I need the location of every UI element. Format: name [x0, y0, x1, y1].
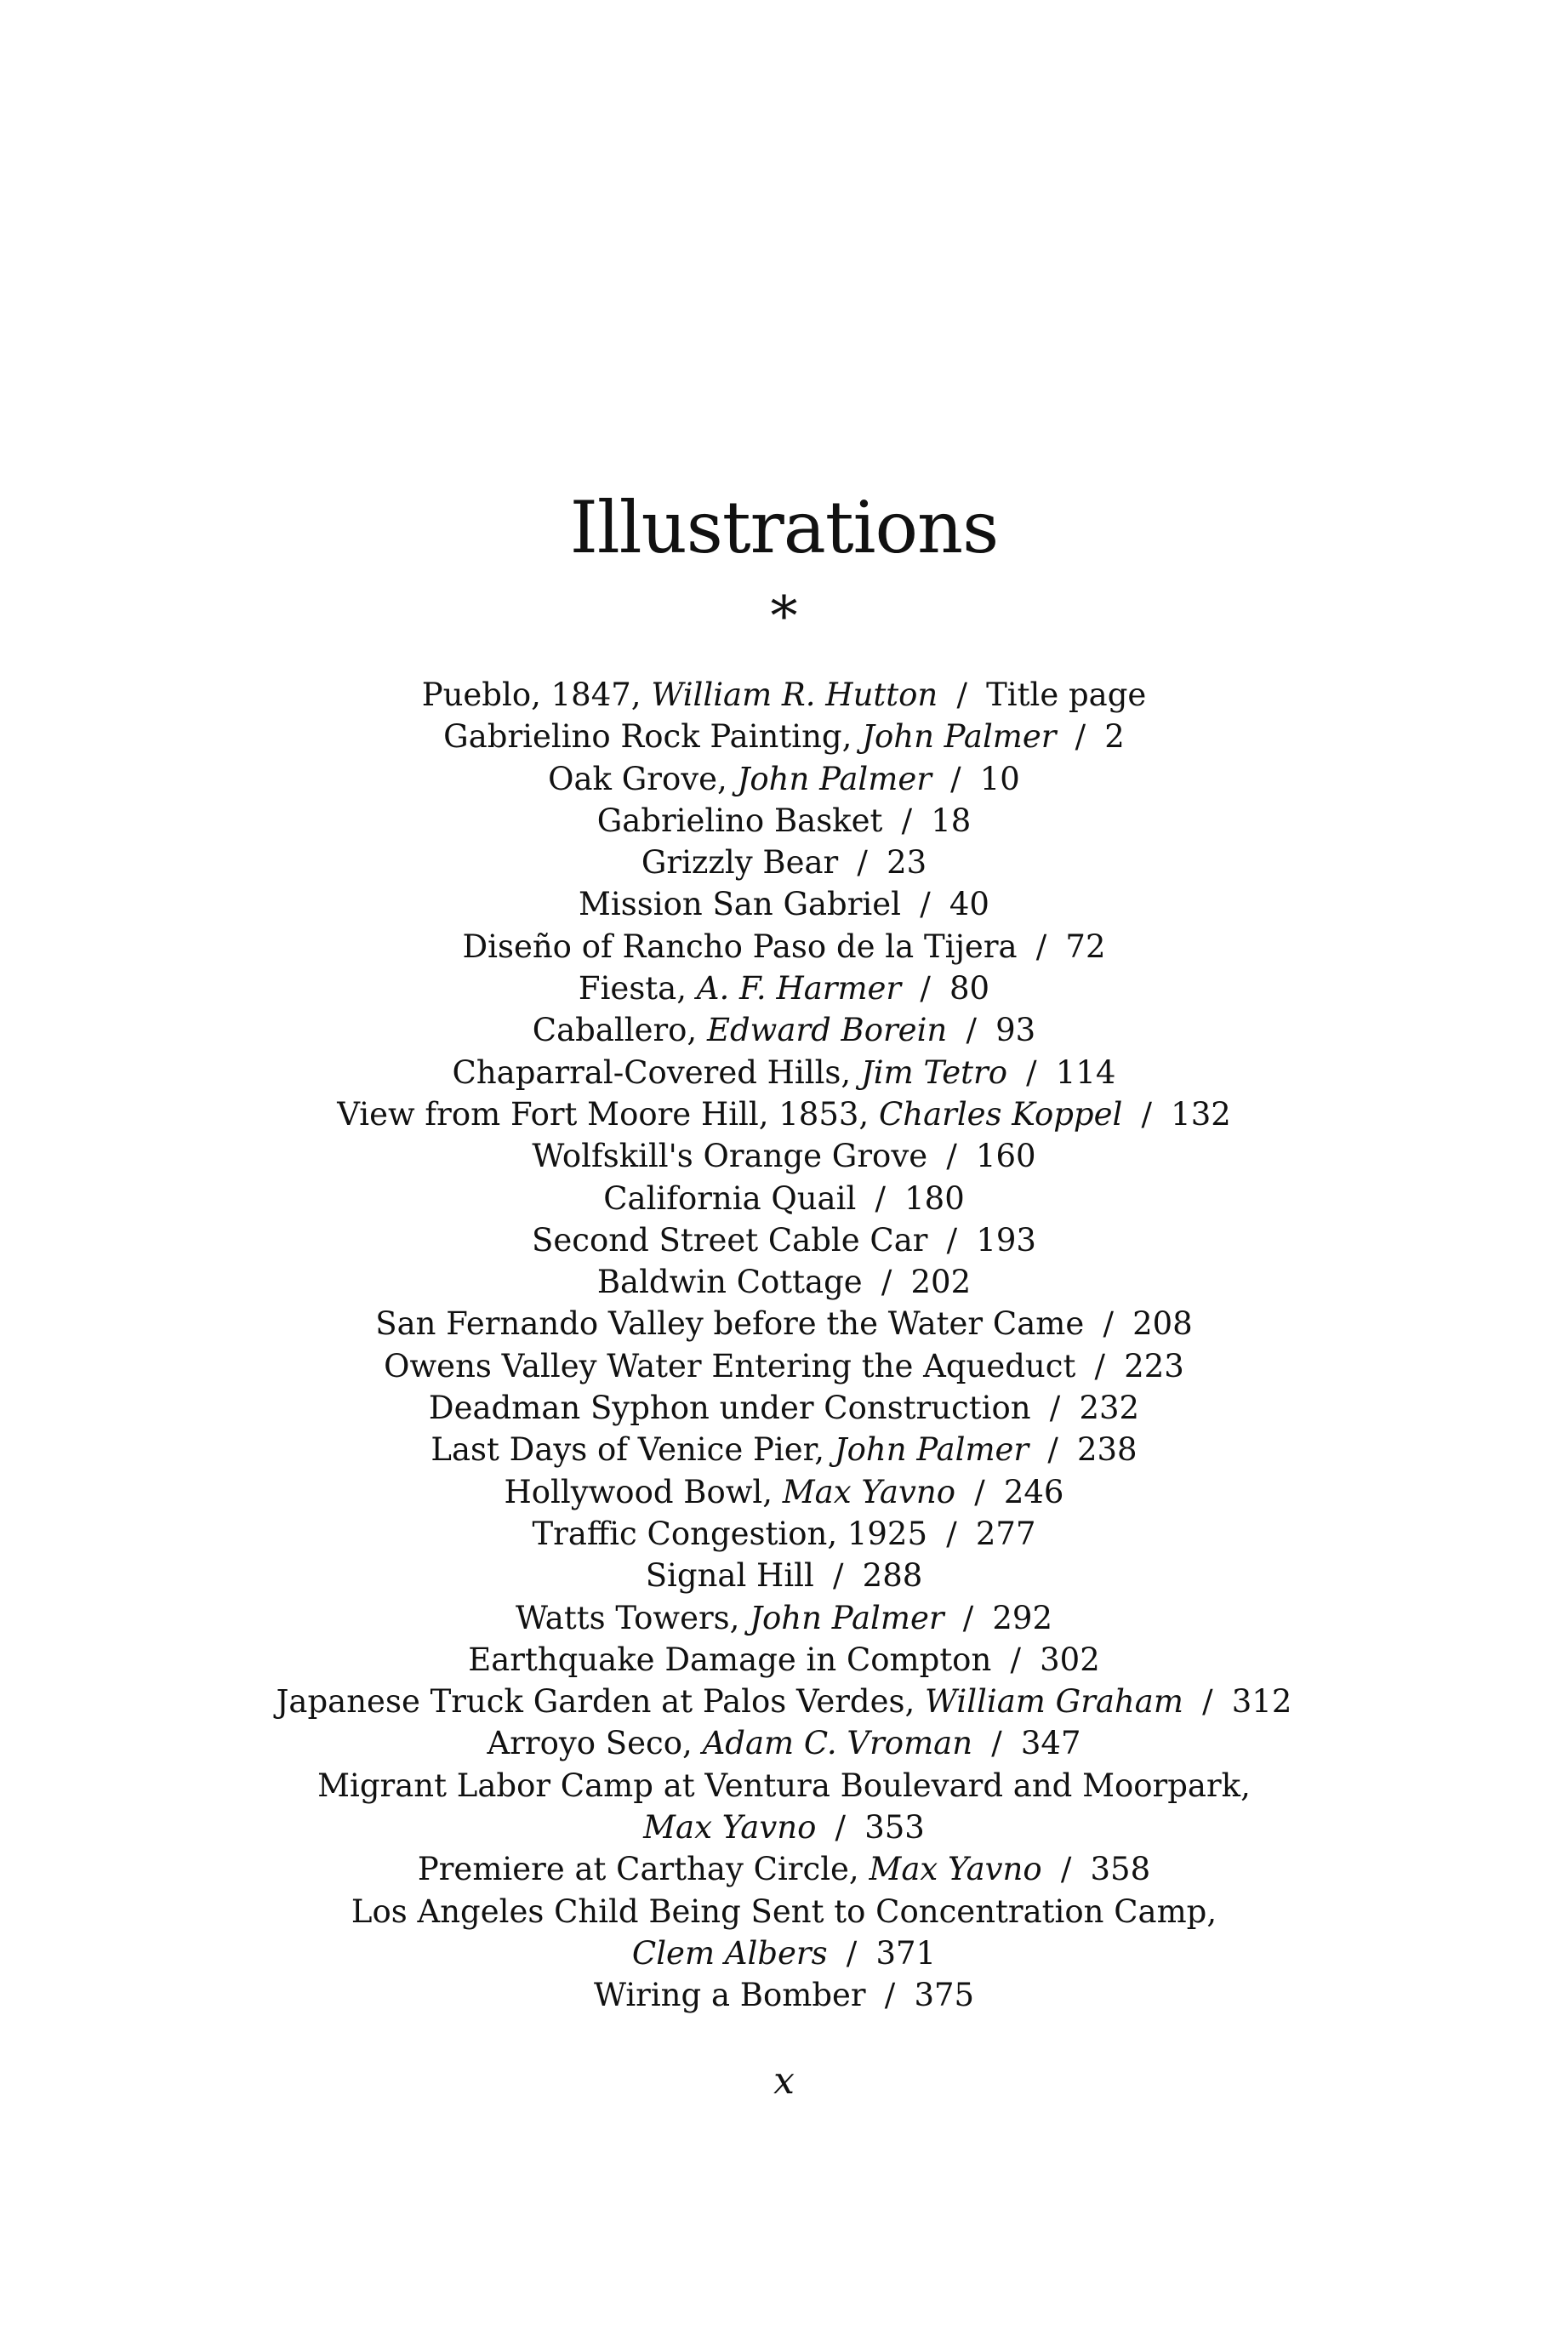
illustration-title: Deadman Syphon under Construction: [428, 1390, 1031, 1427]
page-number: x: [773, 2059, 795, 2103]
illustration-entry: [0, 1639, 1568, 1681]
illustration-title: Baldwin Cottage: [596, 1264, 863, 1301]
separator: /: [946, 1515, 957, 1552]
illustration-entry: [0, 1429, 1568, 1470]
illustration-artist: Max Yavno: [869, 1851, 1042, 1888]
separator: /: [966, 1012, 977, 1049]
illustration-artist: Max Yavno: [782, 1473, 955, 1510]
illustration-page: 193: [976, 1221, 1036, 1259]
separator: /: [1047, 1431, 1058, 1469]
illustration-artist: A. F. Harmer: [696, 970, 902, 1008]
illustration-page: 353: [864, 1809, 925, 1847]
separator: /: [875, 1179, 886, 1217]
separator: /: [901, 802, 913, 839]
illustration-entry-continuation: [0, 1807, 1568, 1848]
illustration-title: Grizzly Bear: [641, 844, 839, 882]
illustration-entry: [0, 1303, 1568, 1344]
illustration-artist: John Palmer: [834, 1431, 1029, 1469]
illustration-entry: [0, 758, 1568, 800]
illustration-page: 238: [1076, 1431, 1138, 1469]
separator: /: [1060, 1851, 1072, 1888]
illustration-page: 371: [875, 1934, 937, 1972]
illustration-entry: [0, 674, 1568, 716]
separator: /: [956, 676, 967, 713]
illustration-page: 18: [931, 802, 972, 839]
illustration-entry: [0, 1052, 1568, 1093]
illustration-page: Title page: [986, 676, 1147, 713]
illustration-artist: Jim Tetro: [860, 1053, 1007, 1091]
illustration-title: Second Street Cable Car: [532, 1221, 928, 1259]
illustration-entry: [0, 968, 1568, 1009]
illustration-artist: John Palmer: [737, 760, 932, 797]
illustration-entry: [0, 1471, 1568, 1513]
illustrations-list: [0, 674, 1568, 2017]
illustration-title: Mission San Gabriel: [579, 886, 901, 923]
illustration-artist: Adam C. Vroman: [702, 1725, 973, 1762]
illustration-page: 10: [979, 760, 1020, 797]
illustration-artist: Max Yavno: [643, 1809, 817, 1847]
illustration-page: 114: [1055, 1053, 1116, 1091]
illustration-entry: [0, 1345, 1568, 1387]
separator: /: [946, 1138, 957, 1175]
separator: /: [962, 1599, 974, 1636]
illustration-artist: William Graham: [925, 1683, 1183, 1721]
illustration-artist: William R. Hutton: [651, 676, 938, 713]
illustration-page: 180: [904, 1179, 965, 1217]
illustration-page: 302: [1040, 1641, 1100, 1678]
illustration-entry: [0, 1135, 1568, 1177]
illustration-entry: [0, 1009, 1568, 1051]
illustration-page: 202: [910, 1264, 972, 1301]
separator: /: [835, 1809, 847, 1847]
illustration-entry: [0, 1974, 1568, 2016]
illustration-page: 160: [975, 1138, 1036, 1175]
illustration-page: 312: [1231, 1683, 1292, 1721]
separator: /: [1103, 1305, 1114, 1343]
illustration-page: 132: [1171, 1095, 1231, 1133]
illustration-title: California Quail: [603, 1179, 857, 1217]
illustration-title: Signal Hill: [645, 1557, 814, 1595]
illustration-entry: [0, 1765, 1568, 1807]
separator: /: [920, 970, 931, 1008]
illustration-title: Arroyo Seco,: [487, 1725, 703, 1762]
illustration-page: 375: [914, 1977, 975, 2014]
separator: /: [991, 1725, 1002, 1762]
illustration-title: Fiesta,: [578, 970, 697, 1008]
illustration-page: 292: [992, 1599, 1052, 1636]
illustration-title: San Fernando Valley before the Water Came: [375, 1305, 1085, 1343]
illustration-title: Wiring a Bomber: [593, 1977, 866, 2014]
illustration-artist: Charles Koppel: [878, 1095, 1123, 1133]
illustration-entry: [0, 1178, 1568, 1219]
separator: /: [1049, 1390, 1061, 1427]
illustration-entry-continuation: [0, 1932, 1568, 1974]
illustration-title: Chaparral-Covered Hills,: [452, 1053, 861, 1091]
illustration-entry: [0, 926, 1568, 968]
illustration-entry: [0, 1555, 1568, 1596]
illustration-artist: Edward Borein: [706, 1012, 948, 1049]
illustration-page: 72: [1065, 928, 1106, 965]
illustration-entry: [0, 1513, 1568, 1555]
illustration-title: Japanese Truck Garden at Palos Verdes,: [276, 1683, 926, 1721]
illustration-entry: [0, 1261, 1568, 1303]
illustration-title: Wolfskill's Orange Grove: [532, 1138, 928, 1175]
illustration-page: 2: [1104, 718, 1125, 756]
illustration-title: Last Days of Venice Pier,: [430, 1431, 835, 1469]
illustration-page: 208: [1132, 1305, 1193, 1343]
illustration-artist: John Palmer: [750, 1599, 944, 1636]
illustration-page: 40: [949, 886, 989, 923]
separator: /: [1035, 928, 1047, 965]
separator: /: [846, 1934, 858, 1972]
separator: /: [884, 1977, 896, 2014]
illustration-title: Pueblo, 1847,: [421, 676, 652, 713]
illustration-title: Earthquake Damage in Compton: [468, 1641, 992, 1678]
illustration-entry: [0, 1093, 1568, 1135]
illustration-title: Oak Grove,: [548, 760, 738, 797]
illustration-page: 347: [1020, 1725, 1081, 1762]
illustration-title: Gabrielino Rock Painting,: [443, 718, 863, 756]
illustration-page: 288: [862, 1557, 923, 1595]
illustration-page: 23: [887, 844, 927, 882]
illustration-title: Owens Valley Water Entering the Aqueduct: [384, 1347, 1076, 1384]
separator: /: [920, 886, 931, 923]
illustration-title: Diseño of Rancho Paso de la Tijera: [462, 928, 1018, 965]
separator: /: [857, 844, 868, 882]
illustration-title: Hollywood Bowl,: [504, 1473, 783, 1510]
separator: /: [1010, 1641, 1021, 1678]
separator: /: [1026, 1053, 1037, 1091]
illustration-entry: [0, 1219, 1568, 1261]
illustration-page: 246: [1003, 1473, 1064, 1510]
illustration-entry: [0, 1848, 1568, 1890]
asterisk-ornament-icon: *: [770, 585, 798, 648]
separator: /: [1202, 1683, 1213, 1721]
illustration-entry: [0, 883, 1568, 925]
illustration-page: 358: [1090, 1851, 1151, 1888]
illustration-title: Caballero,: [532, 1012, 707, 1049]
illustration-title: Los Angeles Child Being Sent to Concentration Camp,: [351, 1892, 1217, 1930]
separator: /: [974, 1473, 985, 1510]
separator: /: [946, 1221, 958, 1259]
illustration-artist: Clem Albers: [631, 1934, 828, 1972]
illustration-entry: [0, 1681, 1568, 1722]
illustration-page: 232: [1079, 1390, 1140, 1427]
separator: /: [1141, 1095, 1152, 1133]
illustration-title: Migrant Labor Camp at Ventura Boulevard and Moorpark,: [317, 1767, 1251, 1804]
separator: /: [881, 1264, 892, 1301]
illustration-title: Premiere at Carthay Circle,: [417, 1851, 870, 1888]
illustration-title: View from Fort Moore Hill, 1853,: [337, 1095, 879, 1133]
separator: /: [833, 1557, 844, 1595]
illustration-title: Watts Towers,: [515, 1599, 750, 1636]
illustration-artist: John Palmer: [862, 718, 1057, 756]
illustration-entry: [0, 1891, 1568, 1932]
illustration-entry: [0, 800, 1568, 842]
illustration-page: 80: [949, 970, 990, 1008]
illustration-page: 93: [995, 1012, 1036, 1049]
illustration-title: Traffic Congestion, 1925: [532, 1515, 928, 1552]
page-title: Illustrations: [569, 486, 999, 569]
illustration-page: 223: [1124, 1347, 1184, 1384]
illustration-title: Gabrielino Basket: [596, 802, 883, 839]
illustration-entry: [0, 842, 1568, 883]
illustration-entry: [0, 1597, 1568, 1639]
separator: /: [950, 760, 961, 797]
illustration-entry: [0, 716, 1568, 757]
illustration-entry: [0, 1722, 1568, 1764]
separator: /: [1075, 718, 1086, 756]
illustration-page: 277: [975, 1515, 1036, 1552]
illustration-entry: [0, 1387, 1568, 1429]
separator: /: [1094, 1347, 1105, 1384]
